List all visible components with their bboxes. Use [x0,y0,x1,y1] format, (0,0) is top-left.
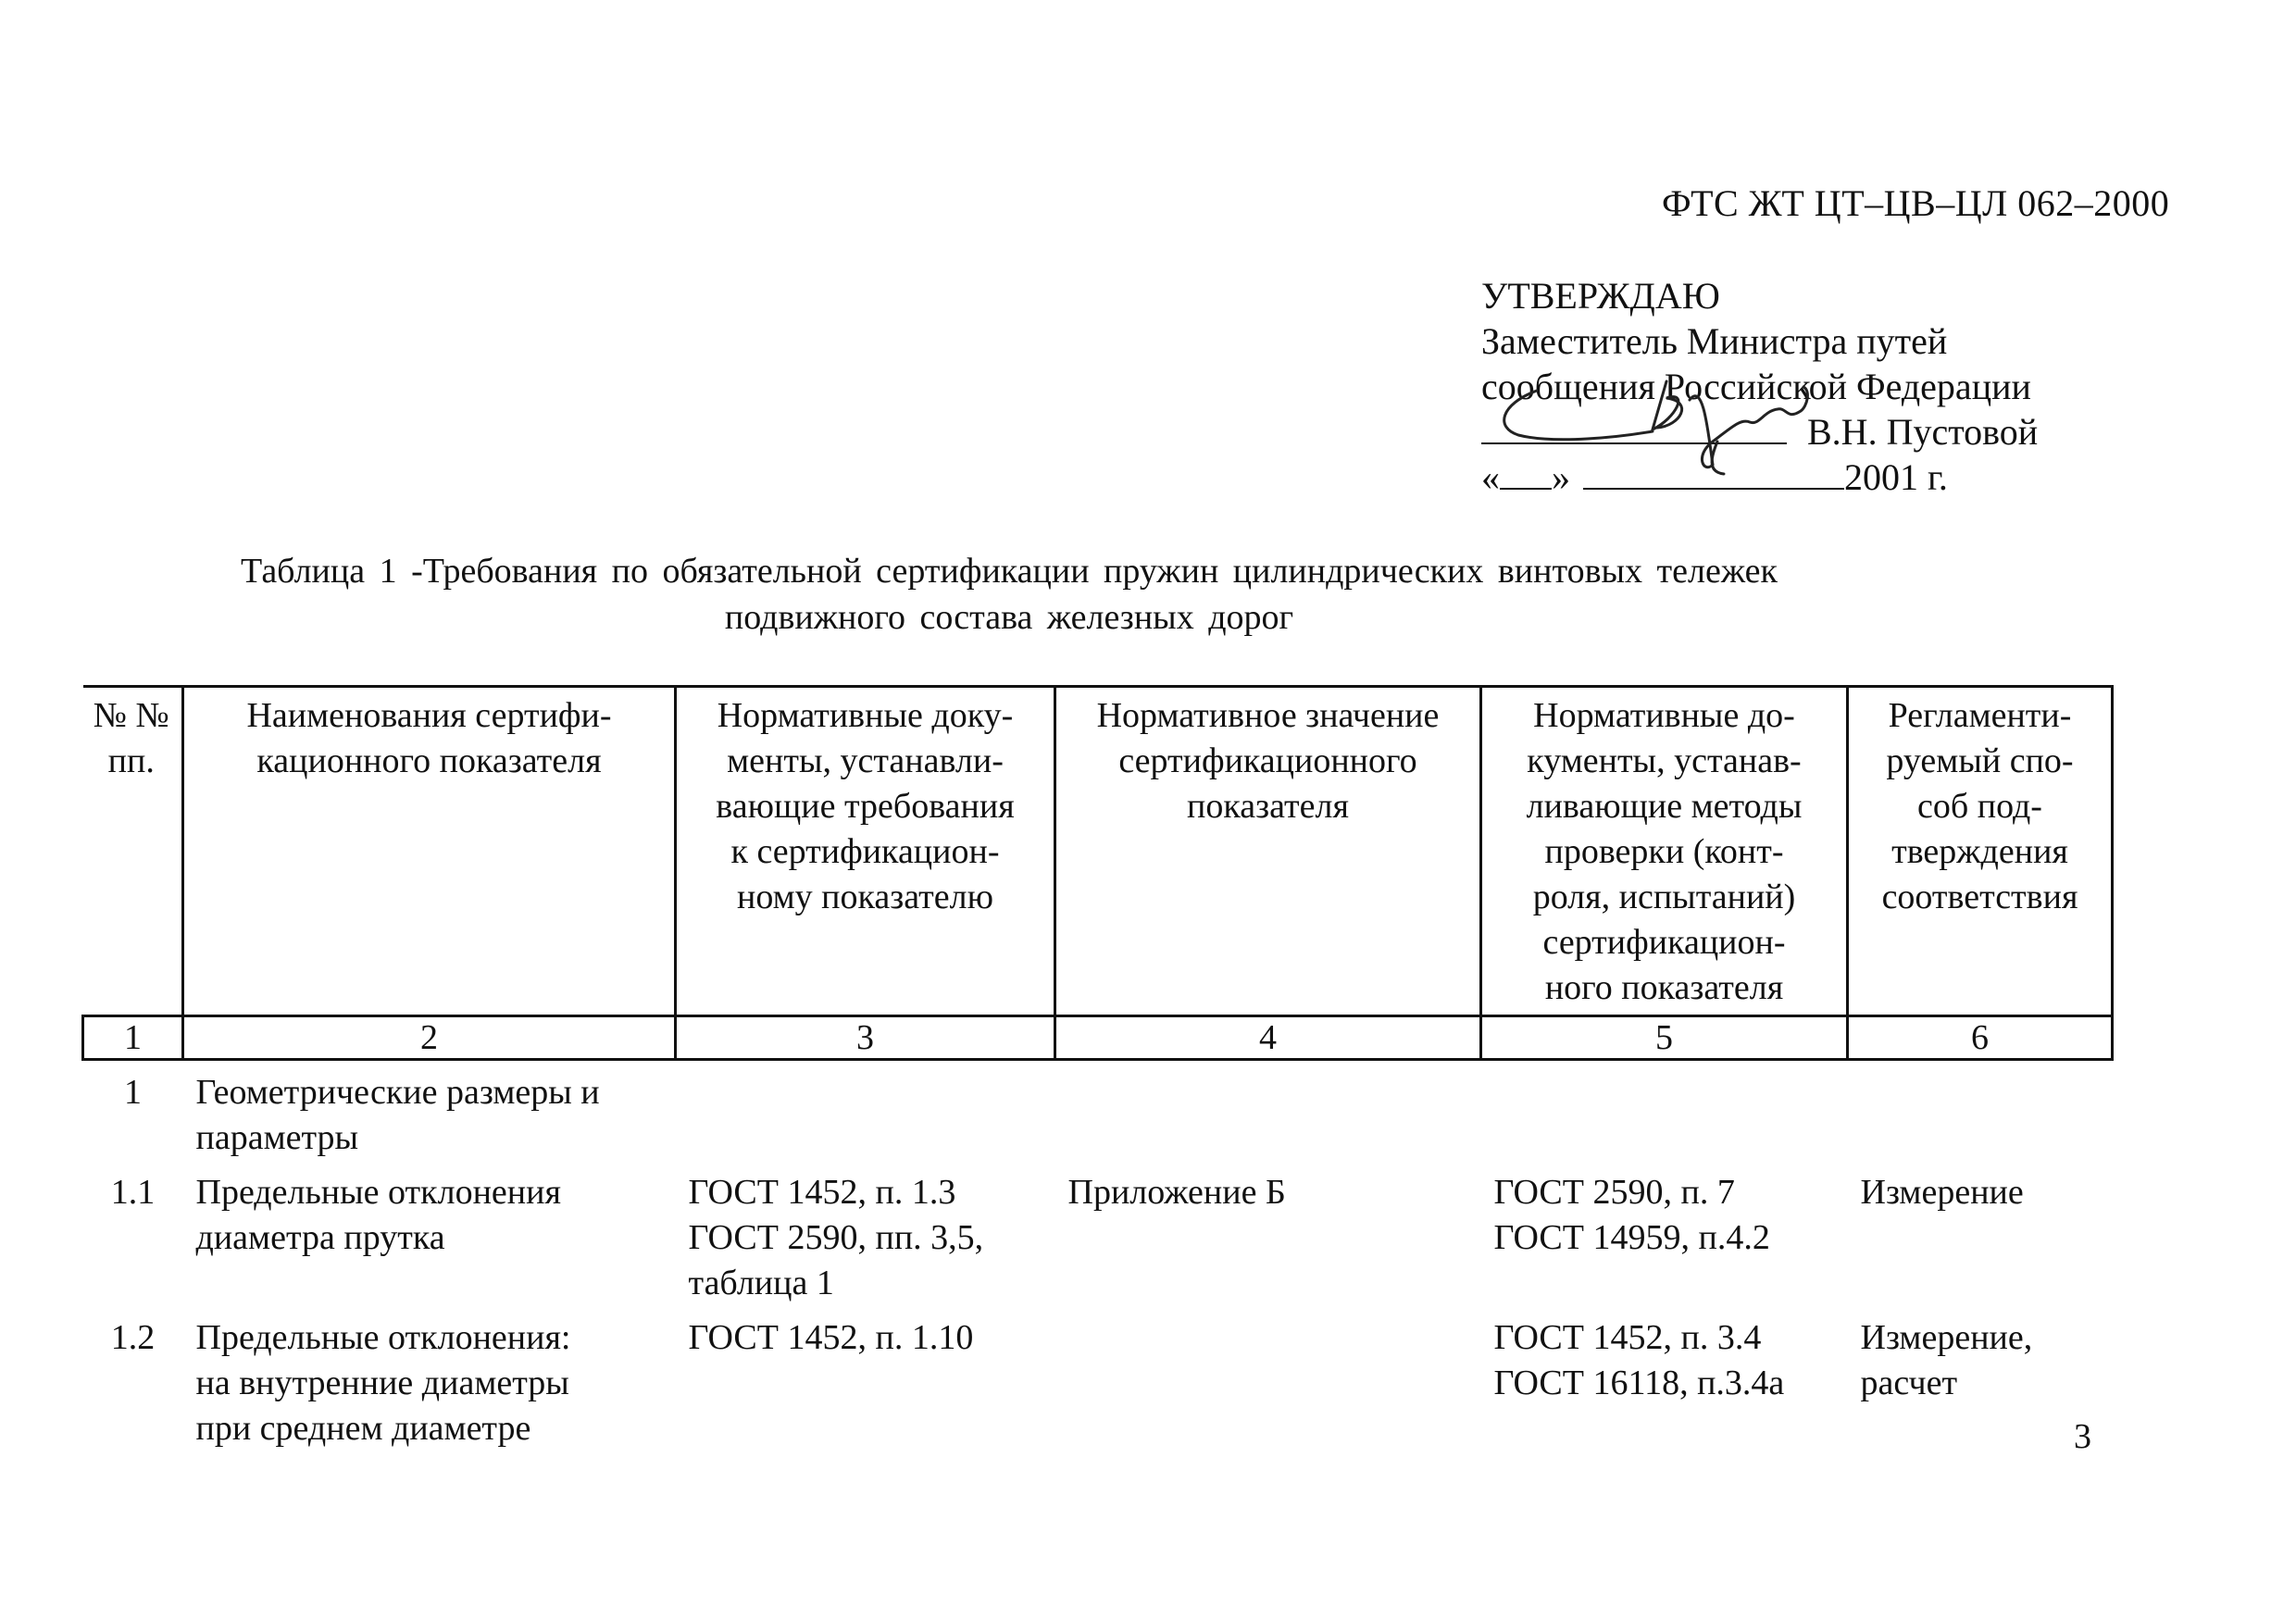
table-cell: Измерение [1860,1173,2024,1212]
month-blank [1583,456,1844,490]
header-cell: Наименования сертифи- кационного показателя [183,687,676,1016]
approval-line-2: сообщения Российской Федерации [1481,366,2031,407]
table-cell [1055,1060,1481,1162]
column-number: 2 [183,1016,676,1060]
approval-title: УТВЕРЖДАЮ [1481,275,1720,317]
date-line [1481,455,2277,500]
caption-line-2: подвижного состава железных дорог [724,598,1294,637]
table-cell [1481,1060,1848,1162]
table-cell [1848,1060,2113,1162]
signature-line [1481,409,2277,455]
table-cell: ГОСТ 1452, п. 1.10 [688,1318,974,1357]
column-number: 3 [676,1016,1055,1060]
table-row [83,1306,2113,1451]
caption-line-1: Таблица 1 -Требования по обязательной сертификации пружин цилиндрических винтовых тележек [241,552,1778,591]
table-cell: ГОСТ 2590, п. 7 ГОСТ 14959, п.4.2 [1493,1173,1770,1257]
table-row [83,1060,2113,1162]
table-cell: 1 [124,1073,142,1112]
table-cell: ГОСТ 1452, п. 3.4 ГОСТ 16118, п.3.4а [1493,1318,1785,1402]
table-cell: ГОСТ 1452, п. 1.3 ГОСТ 2590, пп. 3,5, таблица 1 [688,1173,984,1302]
requirements-table [81,685,2114,1451]
table-cell: Геометрические размеры и параметры [195,1073,600,1157]
table-cell [676,1060,1055,1162]
column-number-row [83,1016,2113,1060]
table-row [83,1161,2113,1306]
page-number: 3 [2074,1417,2091,1456]
table-cell: Приложение Б [1067,1173,1286,1212]
table-cell: Измерение, расчет [1860,1318,2033,1402]
table-cell: 1.1 [110,1173,156,1212]
approval-line-1: Заместитель Министра путей [1481,320,1948,362]
header-cell: Нормативные до- кументы, устанав- ливающие методы проверки (конт- роля, испытаний) сертификацион- ного показателя [1481,687,1848,1016]
quote-close: » [1552,456,1570,498]
approval-year: 2001 г. [1844,456,1948,498]
table-cell: Предельные отклонения диаметра прутка [195,1173,561,1257]
header-cell: № № пп. [83,687,183,1016]
table-header-row [83,687,2113,1016]
table-cell: 1.2 [110,1318,156,1357]
table-cell [1055,1306,1481,1451]
header-cell: Нормативное значение сертификационного показателя [1055,687,1481,1016]
day-blank [1500,456,1552,490]
table-caption [83,548,1935,641]
table-cell: Предельные отклонения: на внутренние диаметры при среднем диаметре [195,1318,571,1448]
header-cell: Нормативные доку- менты, устанавли- вающие требования к сертификацион- ному показателю [676,687,1055,1016]
header-cell: Регламенти- руемый спо- соб под- тверждения соответствия [1848,687,2113,1016]
column-number: 5 [1481,1016,1848,1060]
document-code: ФТС ЖТ ЦТ–ЦВ–ЦЛ 062–2000 [1662,182,2170,224]
approval-block [1481,273,2277,500]
signatory-name: В.Н. Пустовой [1807,411,2039,453]
column-number: 1 [83,1016,183,1060]
signature-blank [1481,411,1787,444]
column-number: 4 [1055,1016,1481,1060]
column-number: 6 [1848,1016,2113,1060]
quote-open: « [1481,456,1500,498]
